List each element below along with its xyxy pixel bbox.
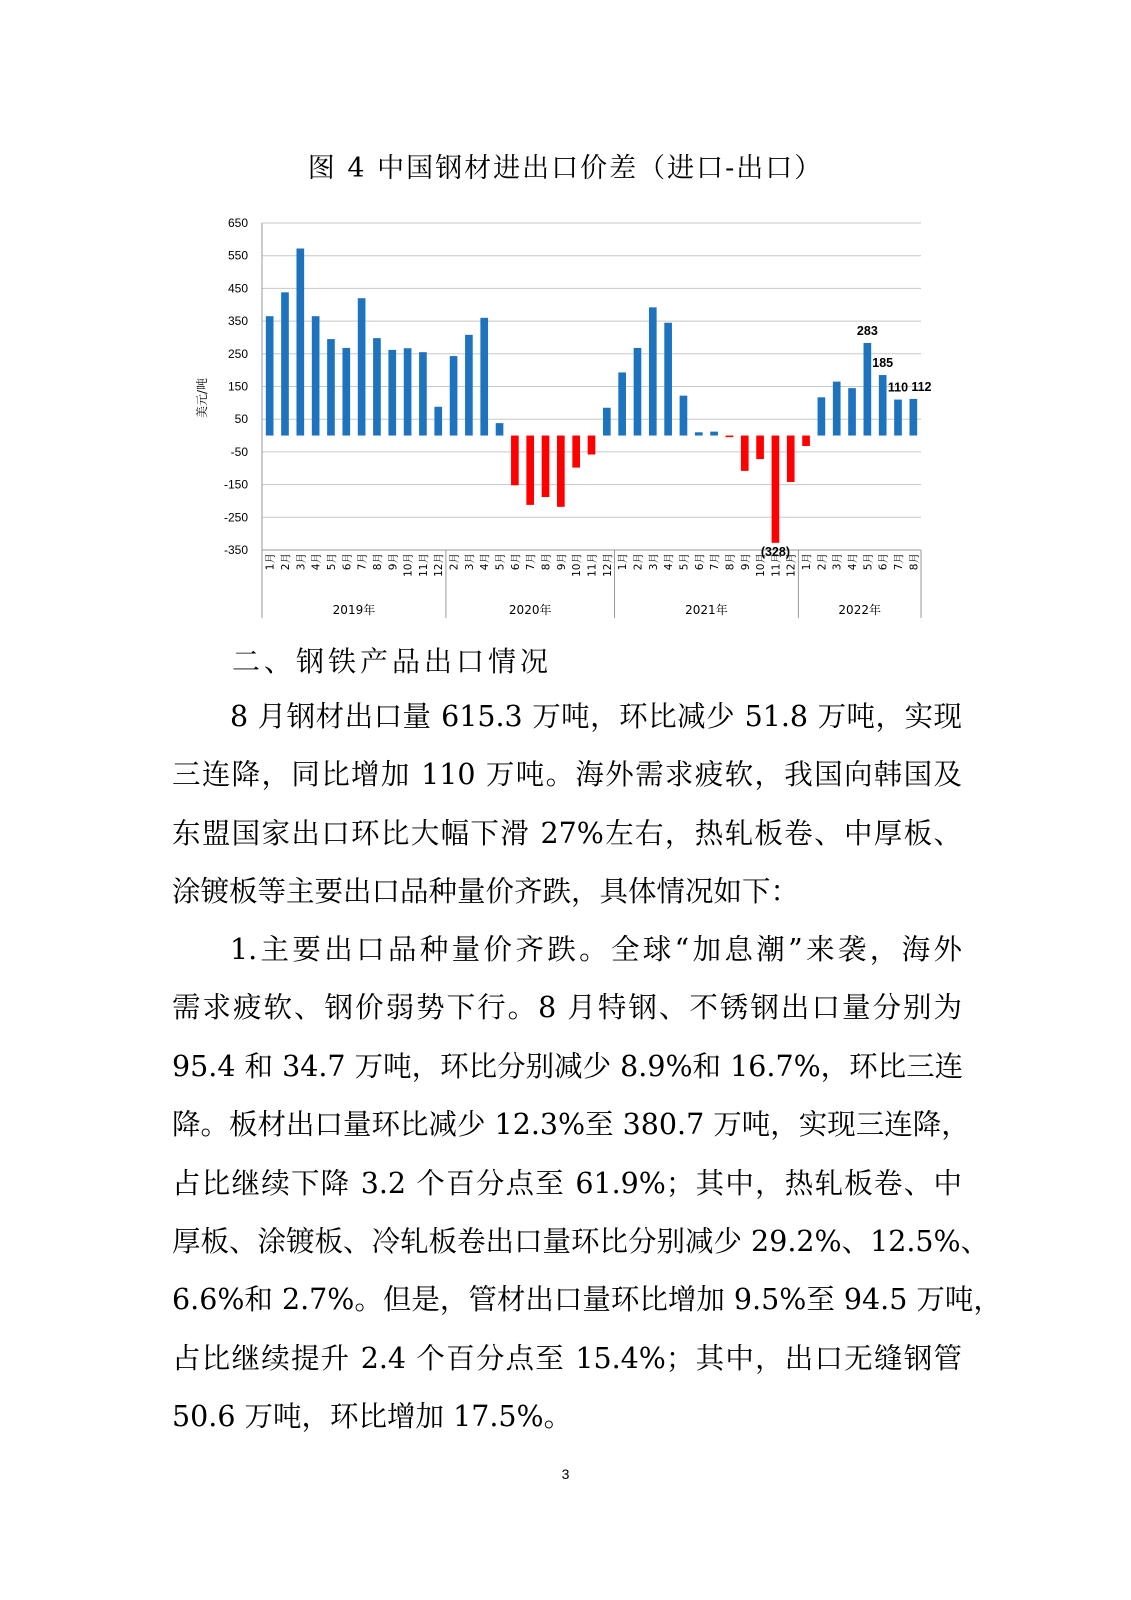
- y-tick-label: 350: [227, 314, 248, 329]
- bar: [741, 436, 749, 471]
- bar: [772, 436, 780, 543]
- month-tick-label: 6月: [509, 553, 522, 571]
- data-label: 110: [887, 380, 909, 395]
- bar: [634, 348, 642, 436]
- y-tick-label: 450: [227, 281, 248, 296]
- bar: [879, 375, 887, 435]
- price-gap-bar-chart: [0, 0, 1131, 640]
- data-label: 112: [911, 379, 932, 394]
- bar: [894, 400, 902, 436]
- y-tick-label: 650: [227, 216, 248, 230]
- paragraph-line: 厚板、涂镀板、冷轧板卷出口量环比分别减少 29.2%、12.5%、: [172, 1224, 990, 1258]
- month-tick-label: 11月: [586, 553, 599, 577]
- bar: [342, 348, 350, 436]
- bar: [557, 436, 565, 507]
- paragraph-export-overview: [172, 688, 962, 922]
- bar: [373, 338, 381, 435]
- paragraph-line: 东盟国家出口环比大幅下滑 27%左右，热轧板卷、中厚板、: [172, 816, 962, 850]
- bar: [434, 407, 442, 436]
- bar: [588, 436, 596, 455]
- month-tick-label: 12月: [601, 553, 614, 577]
- bar: [496, 423, 504, 435]
- bar: [450, 356, 458, 435]
- bar: [833, 382, 841, 436]
- y-tick-label: -250: [223, 510, 248, 525]
- bar: [526, 436, 534, 505]
- paragraph-line: 占比继续下降 3.2 个百分点至 61.9%；其中，热轧板卷、中: [172, 1166, 962, 1200]
- y-tick-label: 150: [227, 379, 248, 394]
- month-tick-label: 5月: [678, 553, 691, 571]
- month-tick-label: 2月: [279, 553, 292, 571]
- month-tick-label: 2月: [816, 553, 829, 571]
- month-tick-label: 3月: [647, 553, 660, 571]
- bar: [281, 292, 289, 435]
- bar: [296, 249, 304, 436]
- y-tick-label: 250: [227, 346, 248, 361]
- year-label: 2019年: [332, 603, 376, 617]
- month-tick-label: 3月: [831, 553, 844, 571]
- paragraph-line: 50.6 万吨，环比增加 17.5%。: [172, 1400, 573, 1434]
- year-label: 2021年: [685, 603, 728, 617]
- month-tick-label: 4月: [663, 553, 676, 571]
- bar: [802, 436, 810, 446]
- bar: [864, 343, 872, 436]
- y-tick-label: -350: [223, 543, 248, 557]
- month-tick-label: 9月: [555, 553, 568, 571]
- month-tick-label: 4月: [479, 553, 492, 571]
- y-tick-label: -50: [230, 444, 248, 459]
- paragraph-line: 涂镀板等主要出口品种量价齐跌，具体情况如下：: [172, 875, 800, 909]
- month-tick-label: 4月: [847, 553, 860, 571]
- month-tick-label: 10月: [755, 553, 768, 577]
- paragraph-line: 1.主要出口品种量价齐跌。全球“加息潮”来袭，海外: [230, 933, 962, 966]
- month-tick-label: 4月: [310, 553, 323, 571]
- y-axis-title: 美元/吨: [195, 377, 209, 419]
- year-label: 2020年: [508, 603, 552, 617]
- bar: [710, 432, 718, 436]
- month-tick-label: 9月: [387, 553, 400, 571]
- page-number: 3: [561, 1466, 570, 1482]
- bar: [312, 316, 320, 435]
- bar: [480, 318, 488, 436]
- month-tick-label: 12月: [433, 553, 446, 577]
- month-tick-label: 3月: [463, 553, 476, 571]
- month-tick-label: 2月: [448, 553, 461, 571]
- data-label: 185: [872, 356, 894, 371]
- month-tick-label: 8月: [371, 553, 384, 571]
- paragraph-line: 降。板材出口量环比减少 12.3%至 380.7 万吨，实现三连降，: [172, 1108, 970, 1142]
- month-tick-label: 6月: [693, 553, 706, 571]
- paragraph-line: 需求疲软、钢价弱势下行。8 月特钢、不锈钢出口量分别为: [172, 991, 962, 1025]
- year-label: 2022年: [838, 603, 881, 617]
- paragraph-line: 三连降，同比增加 110 万吨。海外需求疲软，我国向韩国及: [172, 758, 962, 792]
- section-heading: 二、钢铁产品出口情况: [232, 645, 553, 678]
- month-tick-label: 7月: [356, 553, 369, 571]
- bar: [695, 432, 703, 435]
- month-tick-label: 1月: [801, 553, 814, 571]
- bar: [511, 436, 519, 486]
- month-tick-label: 8月: [540, 553, 553, 571]
- month-tick-label: 7月: [893, 553, 906, 571]
- paragraph-line: 6.6%和 2.7%。但是，管材出口量环比增加 9.5%至 94.5 万吨，: [172, 1283, 1002, 1317]
- paragraph-line: 占比继续提升 2.4 个百分点至 15.4%；其中，出口无缝钢管: [172, 1341, 962, 1375]
- month-tick-label: 12月: [785, 553, 798, 577]
- bar: [910, 399, 918, 436]
- month-tick-label: 7月: [709, 553, 722, 571]
- bar: [465, 335, 473, 436]
- bar: [649, 307, 657, 435]
- figure-title: 图 4 中国钢材进出口价差（进口-出口）: [307, 153, 824, 184]
- bar: [618, 372, 626, 435]
- y-tick-label: 50: [234, 412, 248, 427]
- bar: [404, 348, 412, 435]
- month-tick-label: 10月: [571, 553, 584, 577]
- month-tick-label: 3月: [295, 553, 308, 571]
- bar: [327, 339, 335, 435]
- month-tick-label: 5月: [862, 553, 875, 571]
- bar: [419, 352, 427, 435]
- month-tick-label: 5月: [325, 553, 338, 571]
- month-tick-label: 11月: [417, 553, 430, 577]
- bar: [818, 397, 826, 435]
- bar: [572, 436, 580, 468]
- month-tick-label: 10月: [402, 553, 415, 577]
- paragraph-line: 95.4 和 34.7 万吨，环比分别减少 8.9%和 16.7%，环比三连: [172, 1049, 964, 1083]
- month-tick-label: 1月: [264, 553, 277, 571]
- y-tick-label: -150: [223, 477, 248, 492]
- bar: [726, 436, 734, 438]
- month-tick-label: 9月: [739, 553, 752, 571]
- bar: [664, 323, 672, 436]
- bar: [358, 298, 366, 435]
- bar: [680, 396, 688, 436]
- bar: [266, 316, 274, 435]
- bar: [388, 350, 396, 436]
- month-tick-label: 2月: [632, 553, 645, 571]
- bar: [542, 436, 550, 497]
- bar: [756, 436, 764, 460]
- y-tick-label: 550: [227, 248, 248, 263]
- month-tick-label: 6月: [341, 553, 354, 571]
- bar: [603, 408, 611, 436]
- month-tick-label: 5月: [494, 553, 507, 571]
- month-tick-label: 7月: [525, 553, 538, 571]
- month-tick-label: 8月: [908, 553, 921, 571]
- month-tick-label: 8月: [724, 553, 737, 571]
- month-tick-label: 6月: [877, 553, 890, 571]
- paragraph-export-products: [172, 921, 1002, 1447]
- paragraph-line: 8 月钢材出口量 615.3 万吨，环比减少 51.8 万吨，实现: [230, 700, 962, 733]
- data-label: (328): [760, 544, 791, 559]
- month-tick-label: 11月: [770, 553, 783, 577]
- data-label: 283: [856, 324, 878, 339]
- bar: [787, 436, 795, 482]
- bar: [848, 388, 856, 435]
- month-tick-label: 1月: [617, 553, 630, 571]
